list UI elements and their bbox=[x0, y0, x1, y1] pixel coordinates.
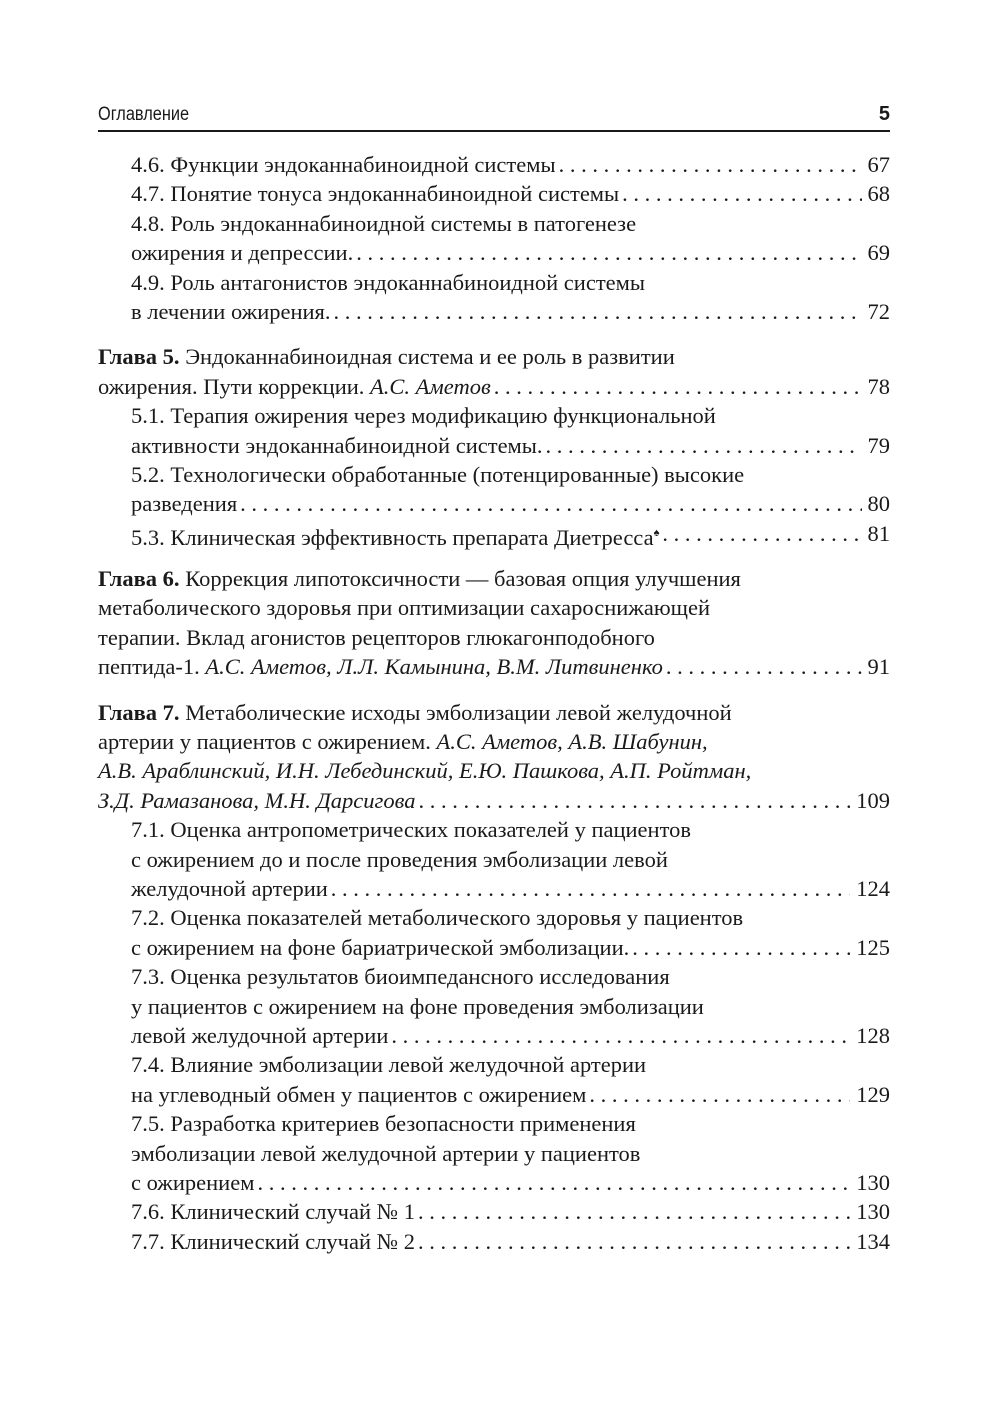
toc-chapter-7[interactable] bbox=[98, 698, 890, 816]
entry-title-line: 7.1. Оценка антропометрических показателей у пациентов bbox=[131, 817, 691, 843]
entry-page: 68 bbox=[862, 179, 891, 208]
chapter-title-line: терапии. Вклад агонистов рецепторов глюкагонподобного bbox=[98, 624, 655, 650]
toc-entry-5-3[interactable] bbox=[98, 519, 890, 548]
entry-title-line: 5.1. Терапия ожирения через модификацию функциональной bbox=[131, 403, 716, 429]
entry-title-line: на углеводный обмен у пациентов с ожирением bbox=[131, 1080, 589, 1109]
chapter-title-line: Метаболические исходы эмболизации левой желудочной bbox=[185, 699, 732, 725]
entry-title: 7.7. Клинический случай № 2 bbox=[131, 1227, 418, 1256]
chapter-label: Глава 6. bbox=[98, 566, 180, 592]
entry-page: 78 bbox=[862, 372, 891, 401]
chapter-label: Глава 5. bbox=[98, 344, 180, 370]
entry-page: 130 bbox=[850, 1197, 890, 1226]
entry-title-line: 7.4. Влияние эмболизации левой желудочной артерии bbox=[131, 1052, 647, 1078]
entry-page: 124 bbox=[850, 874, 890, 903]
chapter-title-line: Эндоканнабиноидная система и ее роль в развитии bbox=[185, 344, 675, 370]
entry-title-line: 5.2. Технологически обработанные (потенцированные) высокие bbox=[131, 461, 745, 487]
chapter-title-line: ожирения. Пути коррекции. bbox=[98, 373, 365, 399]
entry-title-line: в лечении ожирения. bbox=[131, 297, 334, 326]
entry-title-line: с ожирением до и после проведения эмболизации левой bbox=[131, 846, 668, 872]
entry-page: 69 bbox=[862, 238, 891, 267]
entry-page: 79 bbox=[862, 431, 891, 460]
entry-page: 109 bbox=[850, 786, 890, 815]
entry-page: 81 bbox=[862, 519, 891, 552]
entry-page: 134 bbox=[850, 1227, 890, 1256]
chapter-authors: А.С. Аметов, А.В. Шабунин, bbox=[436, 729, 708, 755]
toc-entry-7-5[interactable] bbox=[98, 1109, 890, 1197]
entry-title-line: 4.8. Роль эндоканнабиноидной системы в патогенезе bbox=[131, 210, 637, 236]
entry-title-line: 7.5. Разработка критериев безопасности применения bbox=[131, 1111, 636, 1137]
table-of-contents bbox=[98, 150, 890, 1256]
chapter-authors: А.С. Аметов bbox=[370, 373, 491, 399]
chapter-title-line: пептида-1. bbox=[98, 654, 200, 680]
toc-chapter-6[interactable] bbox=[98, 564, 890, 682]
entry-page: 129 bbox=[850, 1080, 890, 1109]
entry-title-line: ожирения и депрессии. bbox=[131, 238, 356, 267]
toc-entry-7-6[interactable] bbox=[98, 1197, 890, 1226]
entry-title: 4.7. Понятие тонуса эндоканнабиноидной системы bbox=[131, 179, 622, 208]
header-title: Оглавление bbox=[98, 104, 190, 125]
entry-title-line: активности эндоканнабиноидной системы. bbox=[131, 431, 546, 460]
entry-page: 128 bbox=[850, 1021, 890, 1050]
entry-title-line: 7.2. Оценка показателей метаболического здоровья у пациентов bbox=[131, 905, 744, 931]
toc-entry-7-7[interactable] bbox=[98, 1227, 890, 1256]
entry-page: 125 bbox=[850, 933, 890, 962]
chapter-title-line: артерии у пациентов с ожирением. bbox=[98, 729, 431, 755]
entry-title-line: левой желудочной артерии bbox=[131, 1021, 391, 1050]
entry-title: 4.6. Функции эндоканнабиноидной системы bbox=[131, 150, 559, 179]
entry-title-line: разведения bbox=[131, 489, 240, 518]
entry-title: 7.6. Клинический случай № 1 bbox=[131, 1197, 418, 1226]
header-page-number: 5 bbox=[878, 103, 890, 125]
entry-title-line: 4.9. Роль антагонистов эндоканнабиноидной системы bbox=[131, 269, 645, 295]
chapter-label: Глава 7. bbox=[98, 699, 180, 725]
toc-entry-4-9[interactable] bbox=[98, 268, 890, 327]
entry-page: 72 bbox=[862, 297, 891, 326]
chapter-authors: А.С. Аметов, Л.Л. Камынина, В.М. Литвиненко bbox=[205, 654, 663, 680]
toc-entry-7-4[interactable] bbox=[98, 1050, 890, 1109]
entry-title-line: у пациентов с ожирением на фоне проведения эмболизации bbox=[131, 993, 704, 1019]
entry-page: 67 bbox=[862, 150, 891, 179]
toc-entry-7-3[interactable] bbox=[98, 962, 890, 1050]
toc-chapter-5[interactable] bbox=[98, 342, 890, 401]
entry-title-line: эмболизации левой желудочной артерии у пациентов bbox=[131, 1140, 641, 1166]
entry-title-line: 7.3. Оценка результатов биоимпедансного исследования bbox=[131, 964, 670, 990]
toc-entry-4-6[interactable] bbox=[98, 150, 890, 179]
chapter-authors: З.Д. Рамазанова, М.Н. Дарсигова bbox=[98, 787, 416, 813]
entry-title-line: с ожирением bbox=[131, 1168, 257, 1197]
entry-page: 130 bbox=[850, 1168, 890, 1197]
entry-title-line: желудочной артерии bbox=[131, 874, 331, 903]
toc-entry-4-7[interactable] bbox=[98, 179, 890, 208]
toc-entry-7-1[interactable] bbox=[98, 815, 890, 903]
chapter-title-line: метаболического здоровья при оптимизации сахароснижающей bbox=[98, 595, 710, 621]
chapter-title-line: Коррекция липотоксичности — базовая опция улучшения bbox=[185, 566, 741, 592]
entry-page: 80 bbox=[862, 489, 891, 518]
trademark-mark: ♠ bbox=[653, 526, 660, 539]
entry-title: 5.3. Клиническая эффективность препарата Диетресса bbox=[131, 524, 654, 550]
toc-entry-7-2[interactable] bbox=[98, 903, 890, 962]
toc-entry-4-8[interactable] bbox=[98, 209, 890, 268]
toc-entry-5-1[interactable] bbox=[98, 401, 890, 460]
running-header bbox=[98, 100, 890, 132]
entry-page: 91 bbox=[862, 652, 891, 681]
chapter-authors: А.В. Араблинский, И.Н. Лебединский, Е.Ю. Пашкова, А.П. Ройтман, bbox=[98, 758, 752, 784]
entry-title-line: с ожирением на фоне бариатрической эмболизации. bbox=[131, 933, 632, 962]
toc-entry-5-2[interactable] bbox=[98, 460, 890, 519]
